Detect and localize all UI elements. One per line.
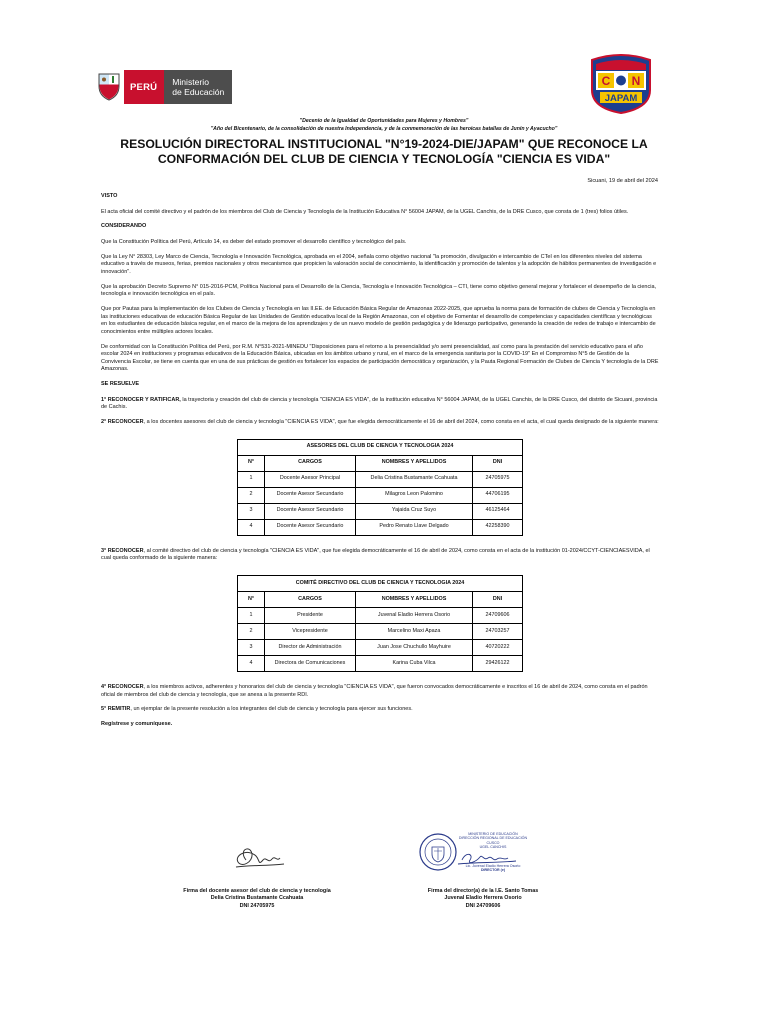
resolution-body: [101, 193, 659, 736]
resuelve-article-3: [101, 548, 659, 563]
director-caption-line-2: Juvenal Eladio Herrera Osorio: [444, 895, 522, 902]
table-row: [238, 639, 523, 655]
title-line-1: RESOLUCIÓN DIRECTORAL INSTITUCIONAL "N°19-2024-DIE/JAPAM" QUE RECONOCE LA: [120, 137, 648, 151]
table-cell: 24705975: [473, 471, 523, 487]
table-cell: 3: [238, 503, 265, 519]
advisors-header-role: CARGOS: [265, 455, 356, 471]
table-cell: Directora de Comunicaciones: [265, 655, 356, 671]
director-caption-line-3: DNI 24709606: [465, 902, 501, 909]
visto-text: El acta oficial del comité directivo y el padrón de los miembros del Club de Ciencia y Tecnología de la Institución Educativa N° 56004 JAPAM, de la UGEL Canchis, de la DRE Cusco, que consta de 1 (tres) folios útiles.: [101, 208, 629, 215]
table-row: [238, 471, 523, 487]
decenio-line-1: "Decenio de la Igualdad de Oportunidades para Mujeres y Hombres": [299, 118, 469, 124]
stamp-name: Lic. Juvenal Eladio Herrera Osorio: [465, 863, 521, 868]
table-cell: Milagros Leon Palomino: [356, 487, 473, 503]
closing-label: Regístrese y comuníquese.: [101, 721, 173, 728]
resuelve-heading: SE RESUELVE: [101, 381, 140, 388]
advisors-header-number: N°: [238, 455, 265, 471]
ministry-line-2: de Educación: [172, 87, 225, 97]
advisors-header-name: NOMBRES Y APELLIDOS: [356, 455, 473, 471]
table-cell: 2: [238, 487, 265, 503]
committee-header-name: NOMBRES Y APELLIDOS: [356, 591, 473, 607]
table-cell: Pedro Renato Llave Delgado: [356, 519, 473, 535]
signature-block: [0, 832, 768, 932]
table-row: [238, 623, 523, 639]
closing-text: [101, 721, 659, 729]
table-cell: 4: [238, 655, 265, 671]
considerando-heading: CONSIDERANDO: [101, 223, 147, 230]
title-line-2: CONFORMACIÓN DEL CLUB DE CIENCIA Y TECNOLOGÍA "CIENCIA ES VIDA": [157, 152, 611, 166]
article-1-label: 1° RECONOCER Y RATIFICAR,: [101, 396, 181, 403]
table-cell: 1: [238, 607, 265, 623]
resolution-date: Sicuani, 19 de abril del 2024: [587, 178, 658, 184]
table-cell: Docente Asesor Secundario: [265, 519, 356, 535]
table-cell: Marcelino Maxi Apaza: [356, 623, 473, 639]
table-cell: 24703257: [473, 623, 523, 639]
advisor-caption-line-2: Delia Cristina Bustamante Ccahuata: [210, 895, 304, 902]
considerando-paragraph-1: Que la Constitución Política del Perú, Artículo 14, es deber del estado promover el desarrollo científico y tecnológico del país.: [101, 238, 407, 245]
minedu-logo: [94, 70, 232, 104]
ministry-line-1: Ministerio: [172, 77, 209, 87]
table-row: [238, 519, 523, 535]
advisors-table: [237, 439, 523, 536]
visto-heading: VISTO: [101, 193, 118, 199]
article-2-label: 2° RECONOCER: [101, 419, 144, 426]
resuelve-article-1: [101, 397, 659, 412]
table-cell: Karina Cuba Vilca: [356, 655, 473, 671]
committee-header-dni: DNI: [473, 591, 523, 607]
director-signature: [448, 848, 528, 868]
considerando-paragraph-4: Que por Pautas para la implementación de los Clubes de Ciencia y Tecnología en las II.EE. de Educación Básica Regular de Amazonas 2022-2025, que aprueba la norma para de formación de clubes de Ciencia y Tecnología en las instituciones educativas de educación Básica Regular de las Unidades de Gestión educativa local de la Región Amazonas, con el objetivo de Fomentar el desarrollo de competencias y capacidades científicas y tecnológicas en los estudiantes de educación básica regular, en el marco de la mejora de los aprendizajes y de un nuevo modelo de gestión pedagógica y de liderazgo participativo, generando la creación de redes de trabajo e intercambio de conocimientos entre múltiples actores locales.: [101, 306, 656, 335]
table-cell: 42258390: [473, 519, 523, 535]
table-cell: Yajaida Cruz Suyo: [356, 503, 473, 519]
table-cell: Juvenal Eladio Herrera Osorio: [356, 607, 473, 623]
article-3-text: , al comité directivo del club de ciencia y tecnología "CIENCIA ES VIDA", que fue elegida democráticamente el 16 de abril de 2024, como consta en el acta de la institución 01-2024/CCYT-CIENCIAESVIDA, el cual queda conformado de la siguiente manera:: [101, 547, 650, 562]
stamp-role: DIRECTOR (e): [480, 868, 506, 873]
considerando-paragraph-3: Que la aprobación Decreto Supremo N° 015-2016-PCM, Política Nacional para el Desarrollo de la Ciencia, Tecnología e Innovación Tecnológica – CTI, tiene como objetivo general mejorar y fortalecer el desempeño de la ciencia, tecnología e innovación tecnológica en el país.: [101, 283, 657, 298]
table-cell: Juan Jose Chuchullo Mayhuire: [356, 639, 473, 655]
advisor-caption-line-1: Firma del docente asesor del club de ciencia y tecnología: [183, 888, 331, 894]
committee-header-role: CARGOS: [265, 591, 356, 607]
article-2-text: , a los docentes asesores del club de ciencia y tecnología "CIENCIA ES VIDA", que fue elegida democráticamente el 16 de abril del 2024, como consta en el acta, el cual queda designado de la siguiente manera:: [143, 419, 659, 426]
table-cell: Docente Asesor Principal: [265, 471, 356, 487]
resolution-title: [100, 137, 668, 167]
peru-coat-of-arms-icon: [94, 70, 124, 104]
table-row: [238, 655, 523, 671]
logo-letter-c: C: [601, 74, 611, 88]
decenio-header: [100, 117, 668, 133]
committee-table-title: COMITÉ DIRECTIVO DEL CLUB DE CIENCIA Y TECNOLOGIA 2024: [238, 575, 523, 591]
advisor-signature-caption: [157, 888, 357, 910]
japam-school-logo: [588, 54, 654, 114]
table-cell: Vicepresidente: [265, 623, 356, 639]
logo-japam-text: JAPAM: [604, 93, 638, 104]
committee-header-number: N°: [238, 591, 265, 607]
table-cell: 46125464: [473, 503, 523, 519]
resuelve-article-4: [101, 684, 659, 699]
table-cell: Director de Administración: [265, 639, 356, 655]
considerando-paragraph-2: Que la Ley N° 28303, Ley Marco de Ciencia, Tecnología e Innovación Tecnológica, aprobada en el 2004, señala como objetivo nacional "la promoción, divulgación e intercambio de CTeI en los diferentes niveles del sistema educativo a través de museos, ferias, premios nacionales y otros mecanismos que propicien la valoración social de conocimiento, la identificación y promoción de talentos y la adopción de hábitos permanentes de investigación e innovación".: [101, 253, 657, 275]
advisor-signature: [230, 840, 290, 874]
table-cell: 44706195: [473, 487, 523, 503]
table-cell: 1: [238, 471, 265, 487]
table-cell: 29426122: [473, 655, 523, 671]
table-row: [238, 487, 523, 503]
article-3-label: 3° RECONOCER: [101, 547, 144, 554]
article-4-text: , a los miembros activos, adherentes y honorarios del club de ciencia y tecnología "CIENCIA ES VIDA", que fueron convocados democráticamente e inscritos el 16 de abril de 2024, como consta en el padrón oficial de miembros del club de ciencia y tecnología, que se anexa a la presente RDI.: [101, 683, 648, 698]
stamp-line-1: MINISTERIO DE EDUCACIÓN: [468, 832, 518, 836]
director-signature-caption: [383, 888, 583, 910]
table-row: [238, 503, 523, 519]
article-4-label: 4° RECONOCER: [101, 683, 144, 690]
peru-label: PERÚ: [124, 70, 164, 104]
committee-table: [237, 575, 523, 672]
table-cell: Presidente: [265, 607, 356, 623]
advisors-header-dni: DNI: [473, 455, 523, 471]
stamp-line-2: DIRECCIÓN REGIONAL DE EDUCACIÓN CUSCO: [458, 836, 528, 845]
advisors-table-title: ASESORES DEL CLUB DE CIENCIA Y TECNOLOGIA 2024: [238, 439, 523, 455]
advisor-caption-line-3: DNI 24705975: [239, 902, 275, 909]
article-5-label: 5° REMITIR: [101, 706, 131, 713]
table-cell: Delia Cristina Bustamante Ccahuata: [356, 471, 473, 487]
table-row: [238, 607, 523, 623]
table-cell: Docente Asesor Secundario: [265, 487, 356, 503]
article-5-text: , un ejemplar de la presente resolución a los integrantes del club de ciencia y tecnología para ejercer sus funciones.: [130, 706, 413, 713]
resuelve-article-5: [101, 706, 659, 714]
ministry-label: [164, 70, 232, 104]
table-cell: 2: [238, 623, 265, 639]
director-caption-line-1: Firma del director(a) de la I.E. Santo Tomas: [427, 888, 539, 894]
stamp-line-3: UGEL CANCHIS: [479, 845, 507, 850]
article-1-text: la trayectoria y creación del club de ciencia y tecnología "CIENCIA ES VIDA", de la institución educativa N° 56004 JAPAM, de la UGEL Canchis, de la DRE Cusco, del distrito de Sicuani, provincia de Cachis.: [101, 396, 658, 411]
logo-letter-n: N: [631, 74, 641, 88]
considerando-paragraph-5: De conformidad con la Constitución Política del Perú, por R.M. N°531-2021-MINEDU "Disposiciones para el retorno a la presencialidad y/o semi presencialidad, así como para la prestación del servicio educativo para el año escolar 2024 en instituciones y programas educativos de la Educación Básica, ubicadas en los ámbitos urbano y rural, en el marco de la emergencia sanitaria por la COVID-19" En el Compromiso N°5 de Gestión de la Convivencia Escolar, se tiene en cuenta que en una de sus prácticas de gestión es fortalecer los espacios de participación democrática y organización, y la Pauta Regional Formación de Clubes de Ciencia Y tecnología de la DRE Amazonas.: [101, 343, 659, 373]
table-cell: 24709606: [473, 607, 523, 623]
table-cell: 40720222: [473, 639, 523, 655]
table-cell: Docente Asesor Secundario: [265, 503, 356, 519]
table-cell: 3: [238, 639, 265, 655]
resuelve-article-2: [101, 419, 659, 427]
decenio-line-2: "Año del Bicentenario, de la consolidación de nuestra Independencia, y de la conmemoración de las heroicas batallas de Junín y Ayacucho": [210, 126, 558, 132]
table-cell: 4: [238, 519, 265, 535]
